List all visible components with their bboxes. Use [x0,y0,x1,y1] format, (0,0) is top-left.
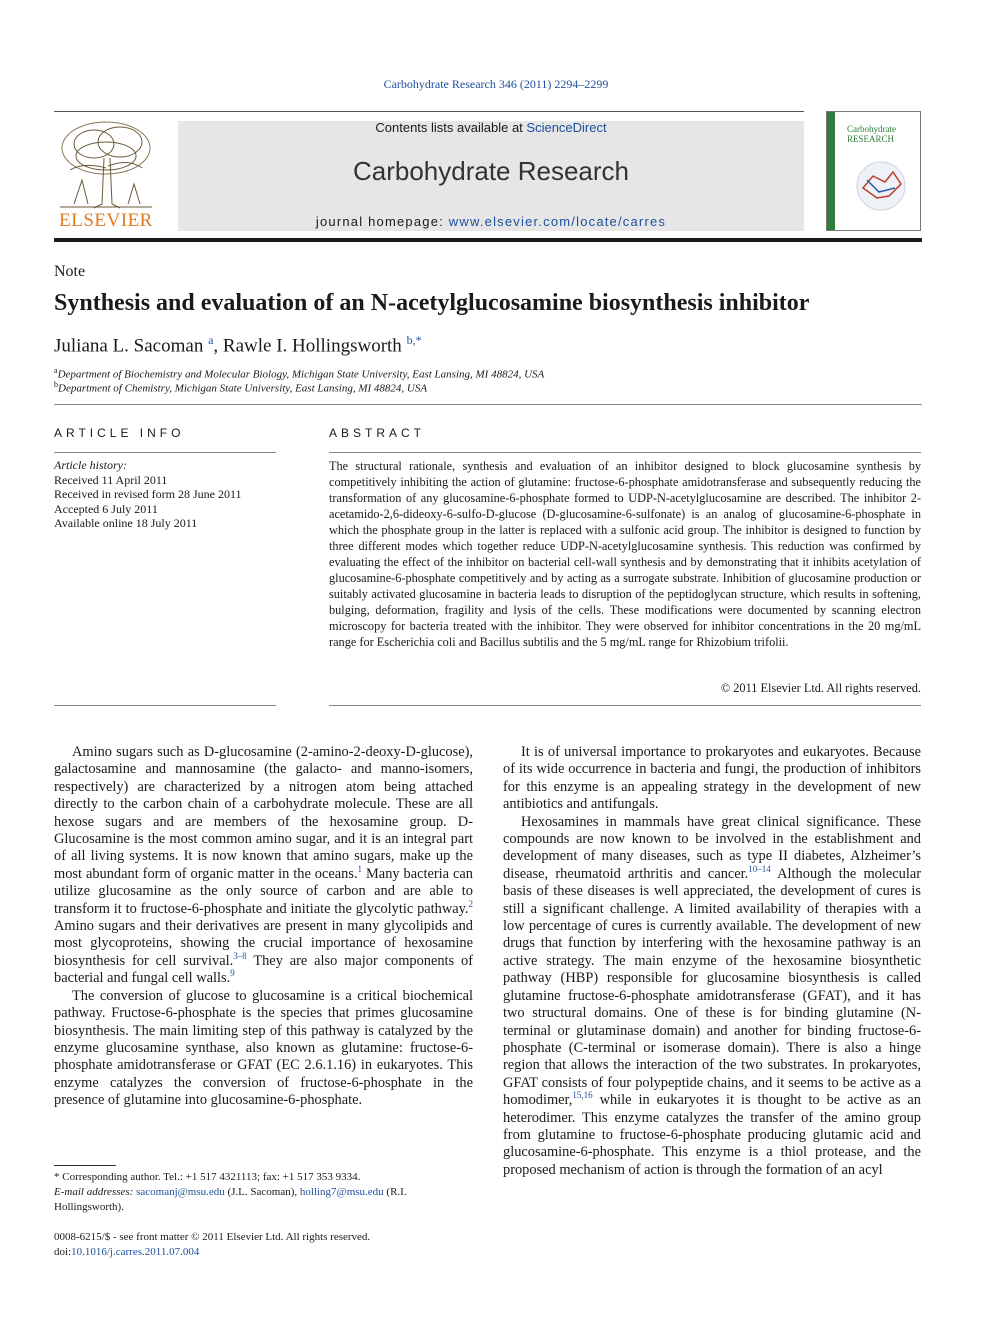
paragraph-text: while in eukaryotes it is thought to be active as an heterodimer. This enzyme catalyzes the transfer of the amino group from glutamine to fructose-6-phosphate producing glutamic acid and glucosamine-6-phosphate. This enzyme is a thiol protease, and the proposed mechanism of action is through the formation of an acyl [503,1092,921,1178]
body-paragraph: It is of universal importance to prokaryotes and eukaryotes. Because of its wide occurrence in bacteria and fungi, the production of inhibitors for this enzyme is an appealing strategy in the development of new antibiotics and antifungals. [503,744,921,813]
author-name[interactable]: Rawle I. Hollingsworth [222,335,402,357]
cover-spine [827,112,835,230]
reference-link[interactable]: 2 [468,898,473,909]
history-item: Received 11 April 2011 [54,472,168,487]
email-link[interactable]: sacomanj@msu.edu [136,1186,225,1198]
affiliation-text: Department of Biochemistry and Molecular Biology, Michigan State University, East Lansing, MI 48824, USA [57,368,545,381]
email-note [54,1185,473,1215]
body-column-right [503,744,921,1179]
issn-line: 0008-6215/$ - see front matter © 2011 Elsevier Ltd. All rights reserved. [54,1231,371,1243]
article-title: Synthesis and evaluation of an N-acetylglucosamine biosynthesis inhibitor [54,290,810,316]
contents-line [178,120,804,135]
paragraph-text: Although the molecular basis of these diseases is well appreciated, the development of cures is still a significant challenge. A limited availability of therapies with a low percentage of cures is currently available. The development of new drugs that function by interfering with the hexosamine pathway is an active strategy. The main enzyme of the hexosamine biosynthetic pathway (HBP) responsible for glucosamine biosynthesis is called glutamine fructose-6-phosphate amidotransferase (GFAT), and it has two structural domains. One of these is for binding glutamine (N-terminal or glutaminase domain) and another for binding fructose-6-phosphate (C-terminal or isomerase domain). There is also a hinge region that allows the interaction of the two substrates. In prokaryotes, GFAT consists of four polypeptide chains, and it seems to be active as a homodimer, [503,865,921,1109]
affiliation-rule [54,404,922,405]
header-thick-rule [54,238,922,242]
header-rule [54,111,804,112]
journal-cover-thumbnail[interactable] [826,111,921,231]
affiliation [54,380,427,395]
footnote-rule [54,1165,116,1166]
footnotes [54,1170,473,1215]
article-info-heading: ARTICLE INFO [54,426,185,440]
article-type: Note [54,263,86,280]
history-item: Accepted 6 July 2011 [54,501,158,516]
affiliation [54,366,544,381]
abstract-text: The structural rationale, synthesis and evaluation of an inhibitor designed to block glucosamine synthesis by competitively inhibiting the action of glutamine: fructose-6-phosphate amidotransferase and subsequently reducing the transformation of any glucosamine-6-phosphate formed to UDP-N-acetylglucosamine are described. The inhibitor 2-acetamido-2,6-dideoxy-6-sulfo-D-glucose (D-glucosamine-6-sulfonate) is an analog of glucosamine-6-phosphate in which the phosphate group in the latter is replaced with a sulfonic acid group. The inhibitor is designed to function by three different modes which together reduce UDP-N-acetylglucosamine synthesis. This reduction was confirmed by evaluating the effect of the inhibitor on bacterial cell-wall synthesis and by demonstrating that it inhibits acetylation of glucosamine-6-phosphate competitively and by acting as a surrogate substrate. Inhibition of glucosamine production or suitably activated glucosamine in bacteria leads to disruption of the peptidoglycan structure, which results in softening, bulging, deformation, fragility and lysis of the cells. These modifications were documented by scanning electron microscopy for bacteria treated with the inhibitor. They were observed for inhibitor concentrations in the 20 mg/mL range for Escherichia coli and Bacillus subtilis and the 5 mg/mL range for Rhizobium trifolii. [329,459,921,649]
journal-homepage [178,214,804,229]
affiliation-text: Department of Chemistry, Michigan State University, East Lansing, MI 48824, USA [58,382,428,395]
doi-line [54,1245,370,1260]
author-affil-mark[interactable]: b,* [406,333,422,347]
doi-link[interactable]: 10.1016/j.carres.2011.07.004 [71,1246,200,1258]
email-link[interactable]: holling7@msu.edu [299,1186,384,1198]
molecule-icon [849,158,913,214]
paragraph-text: Amino sugars and their derivatives are present in many glycolipids and most glycoproteins, showing the crucial importance of hexosamine biosynthesis for cell survival. [54,918,473,969]
paragraph-text: Amino sugars such as D-glucosamine (2-amino-2-deoxy-D-glucose), galactosamine and mannosamine (the galacto- and manno-isomers, respectively) are characterized by a nitrogen atom being attached directly to the carbon chain of a carbohydrate molecule. These are all hexose sugars and are members of the hexosamine group. D-Glucosamine is the most common amino sugar, and it is an integral part of all living systems. It is now known that amino sugars, make up the most abundant form of organic matter in the oceans. [54,744,473,882]
cover-title-line2: RESEARCH [847,134,895,144]
doi-prefix: doi: [54,1246,72,1258]
history-item: Available online 18 July 2011 [54,516,198,530]
contents-prefix: Contents lists available at [375,120,527,135]
paragraph-text: They are also major components of bacterial and fungal cell walls. [54,952,473,987]
reference-link[interactable]: 9 [230,968,235,979]
homepage-prefix: journal homepage: [315,214,449,229]
front-matter [54,1230,370,1260]
sciencedirect-link[interactable]: ScienceDirect [526,120,607,135]
tree-icon [54,118,158,210]
abstract-heading: ABSTRACT [329,426,426,440]
abstract-bottom-rule [329,705,921,706]
author-affil-mark[interactable]: a [208,333,214,347]
journal-citation[interactable]: Carbohydrate Research 346 (2011) 2294–2299 [383,77,609,91]
body-paragraph: The conversion of glucose to glucosamine is a critical biochemical pathway. Fructose-6-phosphate is the species that primes glucosamine biosynthesis. The main limiting step of this pathway is catalyzed by the enzyme glucosamine synthase, also known as glutamine: fructose-6-phosphate amidotransferase or GFAT (EC 2.6.1.16) in eukaryotes. This enzyme catalyzes the conversion of fructose-6-phosphate in the presence of glutamine into glucosamine-6-phosphate. [54,987,473,1109]
cover-title-line1: Carbohydrate [847,124,896,134]
elsevier-wordmark: ELSEVIER [59,210,153,231]
author-list [54,333,422,357]
reference-link[interactable]: 3–8 [233,951,247,962]
article-history [54,458,242,531]
corresponding-author-note: * Corresponding author. Tel.: +1 517 4321113; fax: +1 517 353 9334. [54,1171,361,1183]
cover-title [847,124,896,144]
reference-link[interactable]: 10–14 [748,864,771,875]
author-name[interactable]: Juliana L. Sacoman [54,335,204,357]
affiliation-mark: a [54,366,58,375]
homepage-link[interactable]: www.elsevier.com/locate/carres [448,214,667,229]
body-paragraph [503,814,921,1180]
affiliation-mark: b [54,380,58,389]
email-owner: (R.I. Hollingsworth). [54,1186,407,1213]
reference-link[interactable]: 15,16 [572,1090,593,1101]
article-info-bottom-rule [54,705,276,706]
email-label: E-mail addresses: [54,1186,137,1198]
abstract-rule [329,452,921,453]
abstract-copyright: © 2011 Elsevier Ltd. All rights reserved. [720,681,921,695]
email-owner: (J.L. Sacoman), [224,1186,300,1198]
journal-title: Carbohydrate Research [352,156,630,186]
reference-link[interactable]: 1 [357,864,363,875]
paragraph-text: Many bacteria can utilize glucosamine as the only source of carbon and are able to transform it to fructose-6-phosphate and initiate the glycolytic pathway. [54,865,473,917]
author-separator: , [213,335,219,357]
article-info-rule [54,452,276,453]
body-column-left [54,744,473,1110]
history-label: Article history: [54,458,127,472]
body-paragraph [54,744,473,988]
history-item: Received in revised form 28 June 2011 [54,487,242,501]
paragraph-text: Hexosamines in mammals have great clinical significance. These compounds are now known to be involved in the establishment and development of many diseases, such as type II diabetes, Alzheimer’s disease, rheumatoid arthritis and cancer. [503,813,921,882]
